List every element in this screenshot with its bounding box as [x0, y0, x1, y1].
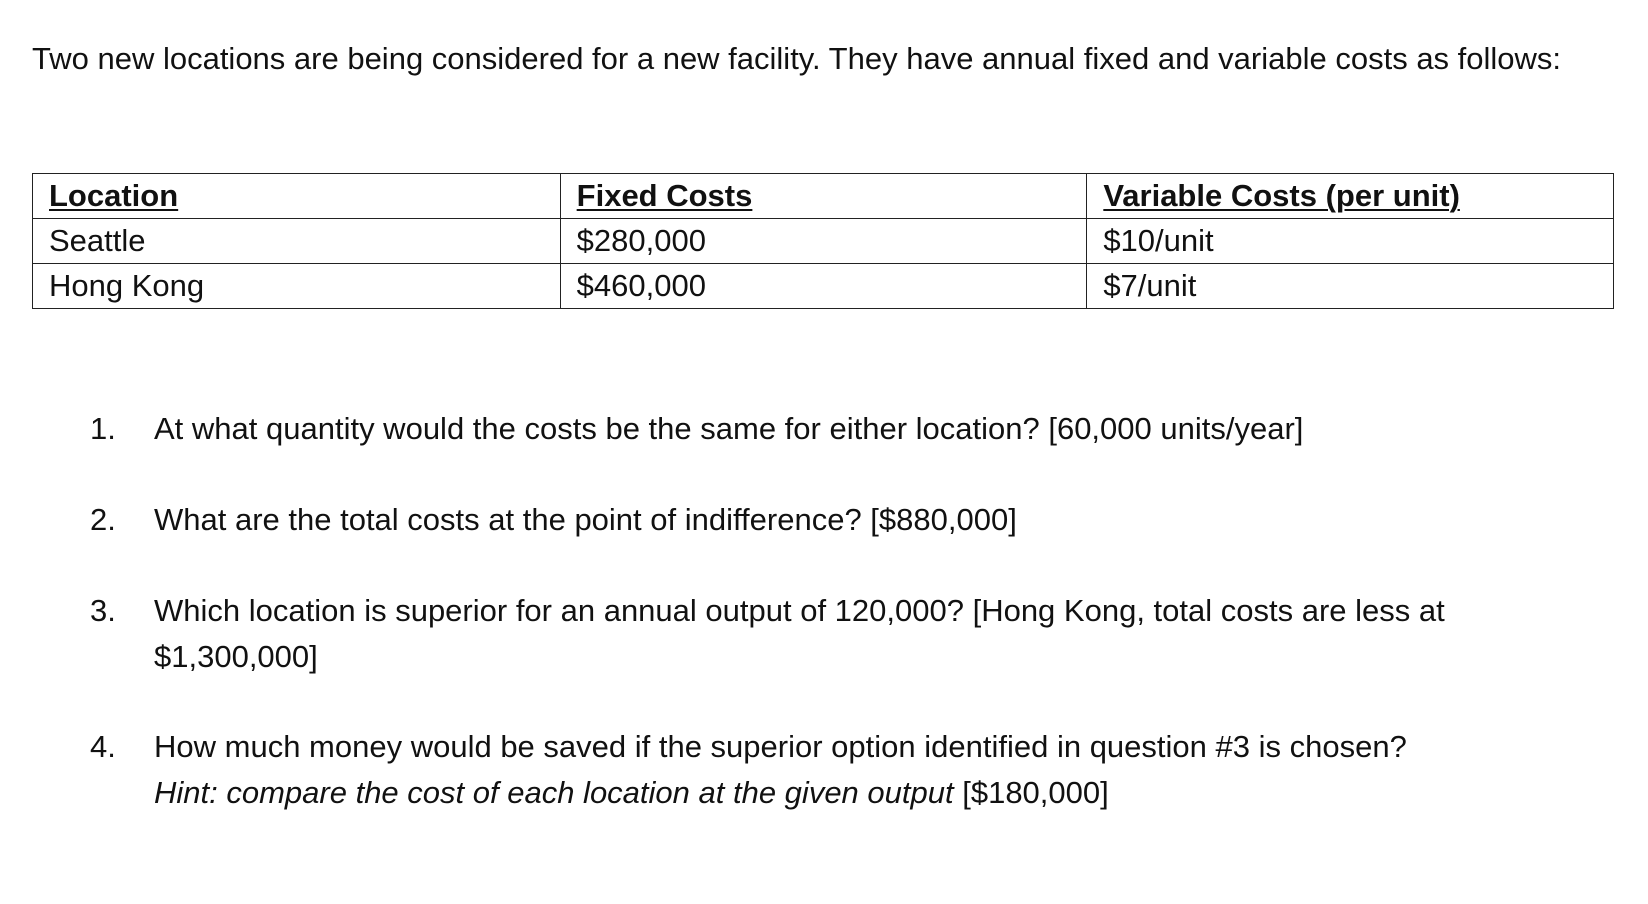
- header-variable-costs: Variable Costs (per unit): [1087, 174, 1614, 219]
- table-row: [33, 264, 1614, 309]
- question-number: 2.: [90, 502, 116, 537]
- hint-text: Hint: compare the cost of each location at the given output: [154, 775, 954, 810]
- cell-location: Seattle: [33, 219, 561, 264]
- question-number: 4.: [90, 729, 116, 764]
- question-3: [90, 588, 1610, 680]
- intro-paragraph: Two new locations are being considered for a new facility. They have annual fixed and variable costs as follows:: [32, 41, 1562, 76]
- cell-location: Hong Kong: [33, 264, 561, 309]
- question-body: [154, 724, 1610, 816]
- question-number: 1.: [90, 411, 116, 446]
- question-1: [90, 406, 1610, 452]
- header-fixed-costs: Fixed Costs: [560, 174, 1087, 219]
- cost-table: [32, 173, 1614, 309]
- question-number: 3.: [90, 593, 116, 628]
- answer-text: [$180,000]: [953, 775, 1109, 810]
- question-text: How much money would be saved if the superior option identified in question #3 is chosen?: [154, 729, 1407, 764]
- question-text: At what quantity would the costs be the same for either location? [60,000 units/year]: [154, 411, 1304, 446]
- cell-fixed-cost: $280,000: [560, 219, 1087, 264]
- table-row: [33, 219, 1614, 264]
- question-text: Which location is superior for an annual output of 120,000? [Hong Kong, total costs are less at $1,300,000]: [154, 593, 1445, 674]
- question-text: What are the total costs at the point of indifference? [$880,000]: [154, 502, 1017, 537]
- cell-variable-cost: $7/unit: [1087, 264, 1614, 309]
- cell-variable-cost: $10/unit: [1087, 219, 1614, 264]
- table-header-row: [33, 174, 1614, 219]
- question-2: [90, 497, 1610, 543]
- question-4: [90, 724, 1610, 816]
- cell-fixed-cost: $460,000: [560, 264, 1087, 309]
- header-location: Location: [33, 174, 561, 219]
